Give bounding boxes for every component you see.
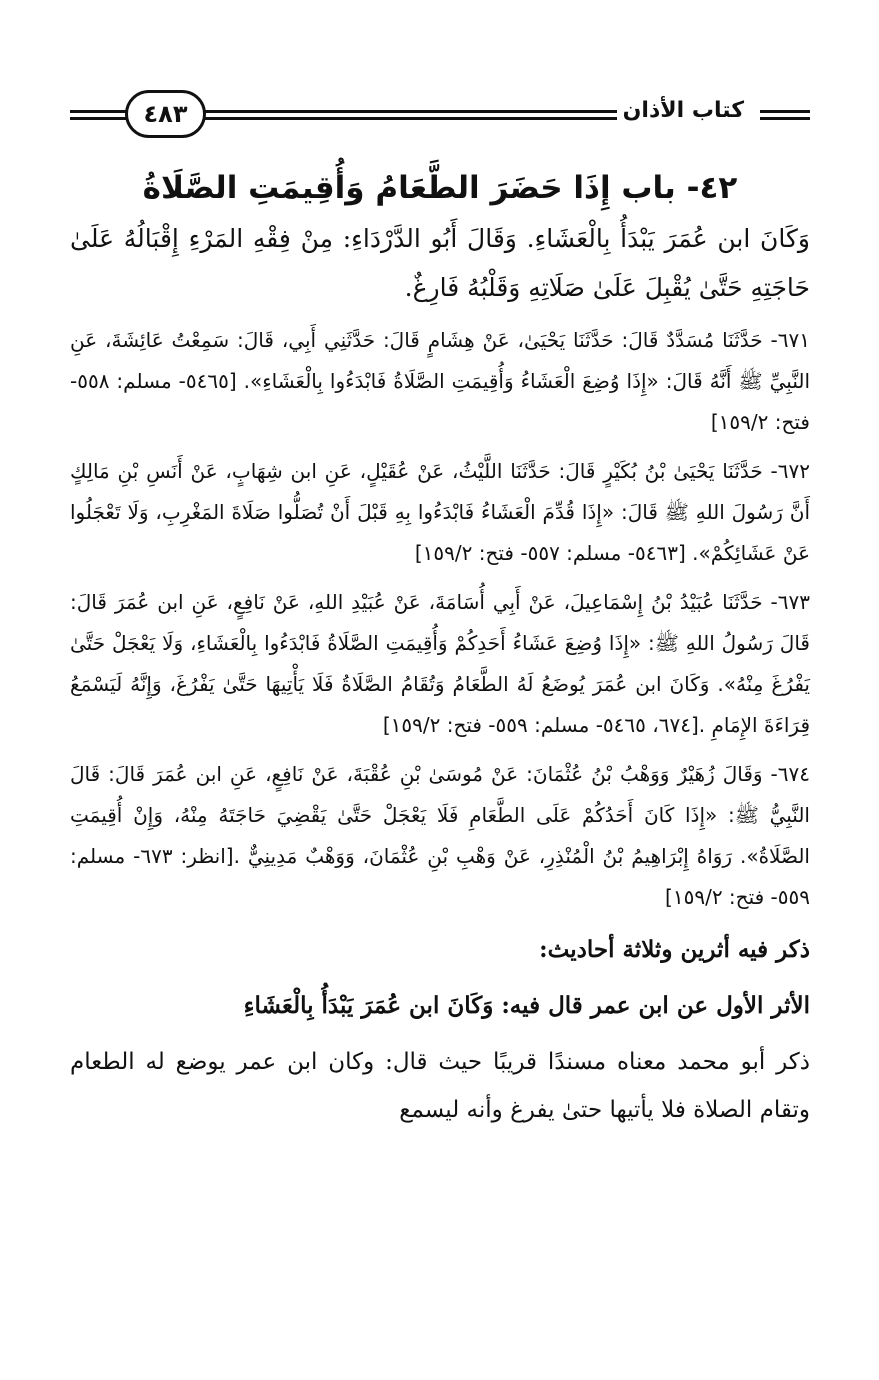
commentary-line-2: الأثر الأول عن ابن عمر قال فيه: وَكَانَ ابن عُمَرَ يَبْدَأُ بِالْعَشَاءِ [243, 992, 810, 1019]
hadith-673: ٦٧٣- حَدَّثَنَا عُبَيْدُ بْنُ إِسْمَاعِيلَ، عَنْ أَبِي أُسَامَةَ، عَنْ عُبَيْدِ اللهِ، عَنْ نَافِعٍ، عَنِ ابن عُمَرَ قَالَ: قَالَ رَسُولُ اللهِ ﷺ: «إِذَا وُضِعَ عَشَاءُ أَحَدِكُمْ وَأُقِيمَتِ الصَّلَاةُ فَابْدَءُوا بِالْعَشَاءِ، وَلَا يَعْجَلْ حَتَّىٰ يَفْرُغَ مِنْهُ». وَكَانَ ابن عُمَرَ يُوضَعُ لَهُ الطَّعَامُ وَتُقَامُ الصَّلَاةُ فَلَا يَأْتِيهَا حَتَّىٰ يَفْرُغَ، وَإِنَّهُ لَيَسْمَعُ قِرَاءَةَ الإِمَامِ .[٦٧٤، ٥٤٦٥- مسلم: ٥٥٩- فتح: ١٥٩/٢] [70, 590, 810, 737]
commentary-paragraph: ذكر أبو محمد معناه مسندًا قريبًا حيث قال: وكان ابن عمر يوضع له الطعام وتقام الصلاة فلا يأتيها حتىٰ يفرغ وأنه ليسمع [70, 1049, 810, 1123]
chapter-title: ٤٢- باب إِذَا حَضَرَ الطَّعَامُ وَأُقِيمَتِ الصَّلَاةُ [142, 170, 738, 206]
header-rule-middle [195, 110, 655, 120]
hadith-672: ٦٧٢- حَدَّثَنَا يَحْيَىٰ بْنُ بُكَيْرٍ قَالَ: حَدَّثَنَا اللَّيْثُ، عَنْ عُقَيْلٍ، عَنِ ابن شِهَابٍ، عَنْ أَنَسِ بْنِ مَالِكٍ أَنَّ رَسُولَ اللهِ ﷺ قَالَ: «إِذَا قُدِّمَ الْعَشَاءُ فَابْدَءُوا بِهِ قَبْلَ أَنْ تُصَلُّوا صَلَاةَ المَغْرِبِ، وَلَا تَعْجَلُوا عَنْ عَشَائِكُمْ». [٥٤٦٣- مسلم: ٥٥٧- فتح: ١٥٩/٢] [70, 459, 810, 565]
book-page [70, 80, 810, 1340]
hadith-671: ٦٧١- حَدَّثَنَا مُسَدَّدٌ قَالَ: حَدَّثَنَا يَحْيَىٰ، عَنْ هِشَامٍ قَالَ: حَدَّثَنِي أَبِي، قَالَ: سَمِعْتُ عَائِشَةَ، عَنِ النَّبِيِّ ﷺ أَنَّهُ قَالَ: «إِذَا وُضِعَ الْعَشَاءُ وَأُقِيمَتِ الصَّلَاةُ فَابْدَءُوا بِالْعَشَاءِ». [٥٤٦٥- مسلم: ٥٥٨- فتح: ١٥٩/٢] [70, 328, 811, 434]
hadith-674: ٦٧٤- وَقَالَ زُهَيْرٌ وَوَهْبُ بْنُ عُثْمَانَ: عَنْ مُوسَىٰ بْنِ عُقْبَةَ، عَنْ نَافِعٍ، عَنِ ابن عُمَرَ قَالَ: قَالَ النَّبِيُّ ﷺ: «إِذَا كَانَ أَحَدُكُمْ عَلَى الطَّعَامِ فَلَا يَعْجَلْ حَتَّىٰ يَقْضِيَ حَاجَتَهُ مِنْهُ، وَإِنْ أُقِيمَتِ الصَّلَاةُ». رَوَاهُ إِبْرَاهِيمُ بْنُ الْمُنْذِرِ، عَنْ وَهْبِ بْنِ عُثْمَانَ، وَوَهْبٌ مَدِينِيٌّ .[انظر: ٦٧٣- مسلم: ٥٥٩- فتح: ١٥٩/٢] [70, 762, 810, 909]
page-number: ٤٨٣ [125, 90, 206, 138]
book-title: كتاب الأذان [617, 98, 750, 123]
header-rule-right [760, 110, 810, 120]
header-rule-left [70, 110, 130, 120]
chapter-intro: وَكَانَ ابن عُمَرَ يَبْدَأُ بِالْعَشَاءِ. وَقَالَ أَبُو الدَّرْدَاءِ: مِنْ فِقْهِ المَرْءِ إِقْبَالُهُ عَلَىٰ حَاجَتِهِ حَتَّىٰ يُقْبِلَ عَلَىٰ صَلَاتِهِ وَقَلْبُهُ فَارِغٌ. [70, 224, 810, 302]
page-header [70, 80, 810, 150]
commentary-line-1: ذكر فيه أثرين وثلاثة أحاديث: [539, 936, 810, 963]
